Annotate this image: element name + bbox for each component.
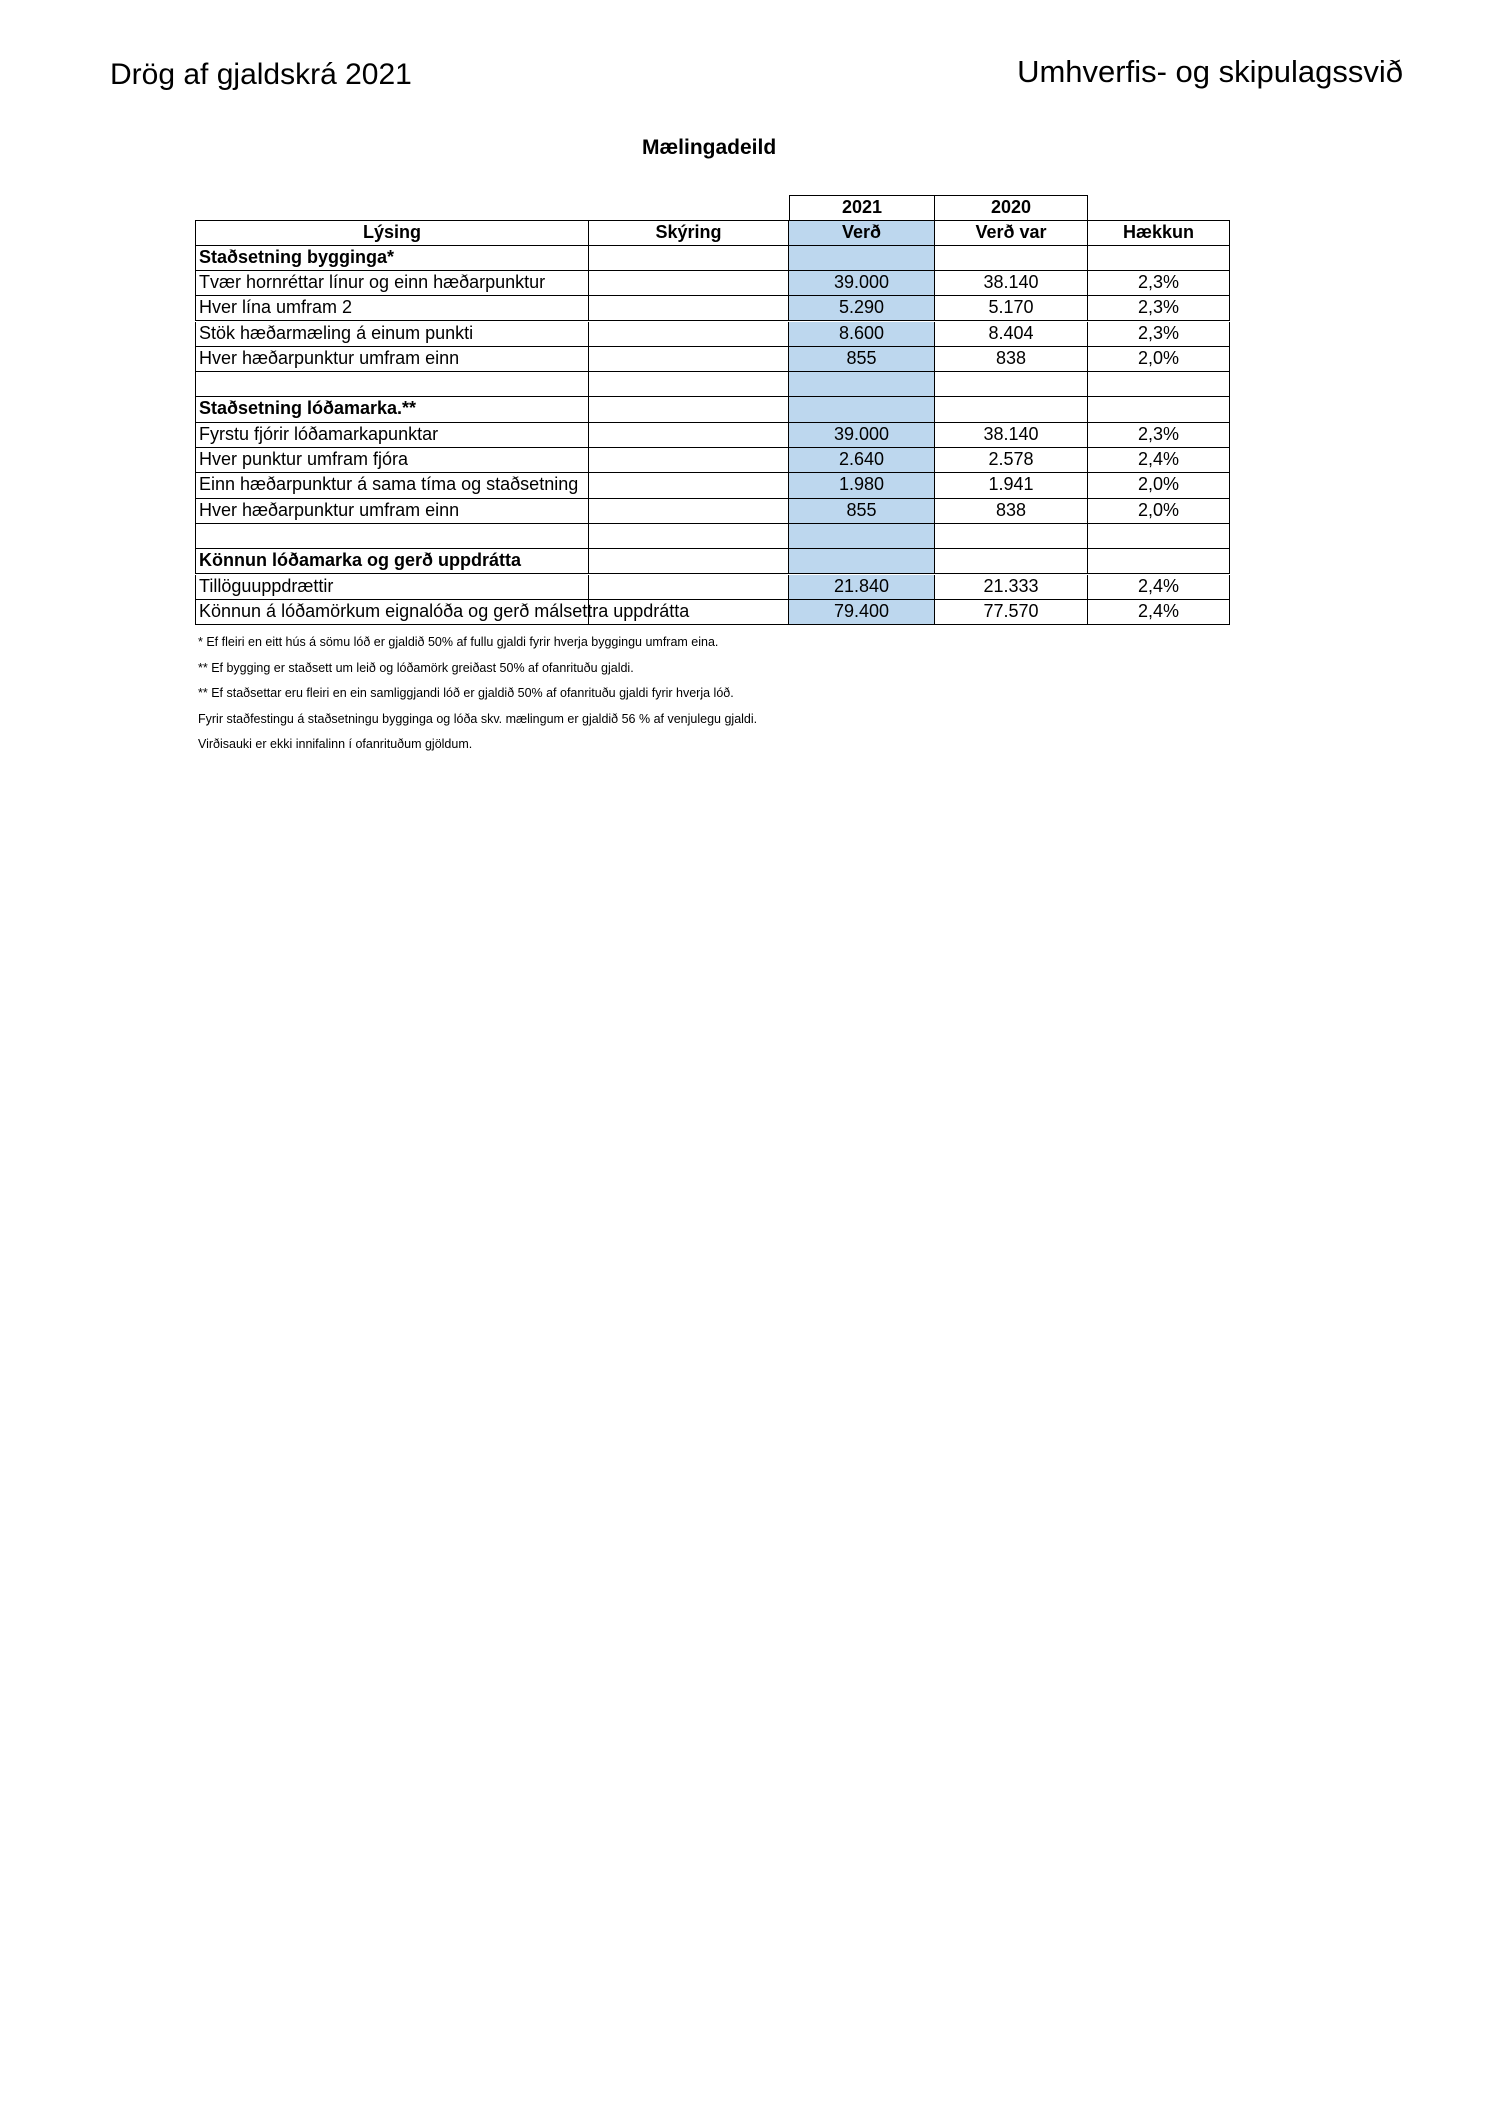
row-label: Hver hæðarpunktur umfram einn xyxy=(195,499,589,524)
explanation-cell xyxy=(589,473,789,498)
footnote: Fyrir staðfestingu á staðsetningu bygginga og lóða skv. mælingum er gjaldið 56 % af venjulegu gjaldi. xyxy=(198,711,758,726)
row-label: Einn hæðarpunktur á sama tíma og staðsetning xyxy=(195,473,589,498)
row-label: Tillöguuppdrættir xyxy=(195,575,589,600)
year-2021-header: 2021 xyxy=(789,195,935,220)
price-2020-empty xyxy=(935,372,1088,397)
increase-percent: 2,3% xyxy=(1088,322,1230,347)
price-table xyxy=(195,195,1225,625)
increase-percent: 2,3% xyxy=(1088,271,1230,296)
explanation-cell xyxy=(589,423,789,448)
price-2021: 1.980 xyxy=(789,473,935,498)
price-2021-empty xyxy=(789,549,935,574)
col-header-haekkun: Hækkun xyxy=(1088,220,1230,245)
increase-empty xyxy=(1088,246,1230,271)
explanation-cell xyxy=(589,246,789,271)
price-2021: 39.000 xyxy=(789,271,935,296)
price-2021-empty xyxy=(789,524,935,549)
price-2021: 79.400 xyxy=(789,600,935,625)
increase-percent: 2,4% xyxy=(1088,575,1230,600)
row-label: Fyrstu fjórir lóðamarkapunktar xyxy=(195,423,589,448)
price-2021-empty xyxy=(789,397,935,422)
department-name: Umhverfis- og skipulagssvið xyxy=(1017,54,1403,89)
row-label: Hver hæðarpunktur umfram einn xyxy=(195,347,589,372)
price-2020: 838 xyxy=(935,347,1088,372)
price-2020: 1.941 xyxy=(935,473,1088,498)
section-heading: Könnun lóðamarka og gerð uppdrátta xyxy=(195,549,589,574)
price-2020: 77.570 xyxy=(935,600,1088,625)
price-2021-empty xyxy=(789,372,935,397)
row-label: Hver punktur umfram fjóra xyxy=(195,448,589,473)
footnotes xyxy=(198,630,757,758)
increase-percent: 2,4% xyxy=(1088,600,1230,625)
year-2020-header: 2020 xyxy=(935,195,1088,220)
footnote: ** Ef bygging er staðsett um leið og lóðamörk greiðast 50% af ofanrituðu gjaldi. xyxy=(198,660,634,675)
price-2021: 855 xyxy=(789,347,935,372)
section-heading: Staðsetning bygginga* xyxy=(195,246,589,271)
explanation-cell xyxy=(589,448,789,473)
price-2020: 5.170 xyxy=(935,296,1088,321)
price-2021: 855 xyxy=(789,499,935,524)
increase-percent: 2,0% xyxy=(1088,347,1230,372)
explanation-cell xyxy=(589,499,789,524)
explanation-cell xyxy=(589,296,789,321)
blank-cell xyxy=(195,372,589,397)
increase-empty xyxy=(1088,397,1230,422)
increase-percent: 2,3% xyxy=(1088,296,1230,321)
price-2020-empty xyxy=(935,397,1088,422)
price-2021: 8.600 xyxy=(789,322,935,347)
increase-percent: 2,4% xyxy=(1088,448,1230,473)
col-header-verd-var: Verð var xyxy=(935,220,1088,245)
price-2021-empty xyxy=(789,246,935,271)
increase-percent: 2,0% xyxy=(1088,473,1230,498)
price-2020: 38.140 xyxy=(935,271,1088,296)
footnote: * Ef fleiri en eitt hús á sömu lóð er gjaldið 50% af fullu gjaldi fyrir hverja byggingu umfram eina. xyxy=(198,635,719,649)
price-2020-empty xyxy=(935,246,1088,271)
increase-empty xyxy=(1088,549,1230,574)
increase-empty xyxy=(1088,524,1230,549)
row-label: Hver lína umfram 2 xyxy=(195,296,589,321)
explanation-cell xyxy=(589,372,789,397)
increase-percent: 2,3% xyxy=(1088,423,1230,448)
explanation-cell xyxy=(589,524,789,549)
increase-empty xyxy=(1088,372,1230,397)
price-2021: 21.840 xyxy=(789,575,935,600)
row-label: Könnun á lóðamörkum eignalóða og gerð málsettra uppdrátta xyxy=(195,600,589,625)
explanation-cell xyxy=(589,575,789,600)
explanation-cell xyxy=(589,600,789,625)
explanation-cell xyxy=(589,271,789,296)
col-header-lysing: Lýsing xyxy=(195,220,589,245)
price-2020: 838 xyxy=(935,499,1088,524)
increase-percent: 2,0% xyxy=(1088,499,1230,524)
row-label: Tvær hornréttar línur og einn hæðarpunktur xyxy=(195,271,589,296)
explanation-cell xyxy=(589,397,789,422)
footnote: Virðisauki er ekki innifalinn í ofanrituðum gjöldum. xyxy=(198,737,473,751)
document-title: Drög af gjaldskrá 2021 xyxy=(110,58,412,91)
row-label: Stök hæðarmæling á einum punkti xyxy=(195,322,589,347)
price-2021: 5.290 xyxy=(789,296,935,321)
explanation-cell xyxy=(589,549,789,574)
price-2020: 21.333 xyxy=(935,575,1088,600)
price-2020: 38.140 xyxy=(935,423,1088,448)
price-2020: 2.578 xyxy=(935,448,1088,473)
explanation-cell xyxy=(589,347,789,372)
col-header-verd: Verð xyxy=(789,220,935,245)
blank-cell xyxy=(195,524,589,549)
footnote: ** Ef staðsettar eru fleiri en ein samliggjandi lóð er gjaldið 50% af ofanrituðu gjaldi fyrir hverja lóð. xyxy=(198,686,734,700)
price-2020-empty xyxy=(935,524,1088,549)
section-title: Mælingadeild xyxy=(642,136,777,159)
price-2020-empty xyxy=(935,549,1088,574)
explanation-cell xyxy=(589,322,789,347)
price-2020: 8.404 xyxy=(935,322,1088,347)
section-heading: Staðsetning lóðamarka.** xyxy=(195,397,589,422)
col-header-skyring: Skýring xyxy=(589,220,789,245)
price-2021: 39.000 xyxy=(789,423,935,448)
price-2021: 2.640 xyxy=(789,448,935,473)
